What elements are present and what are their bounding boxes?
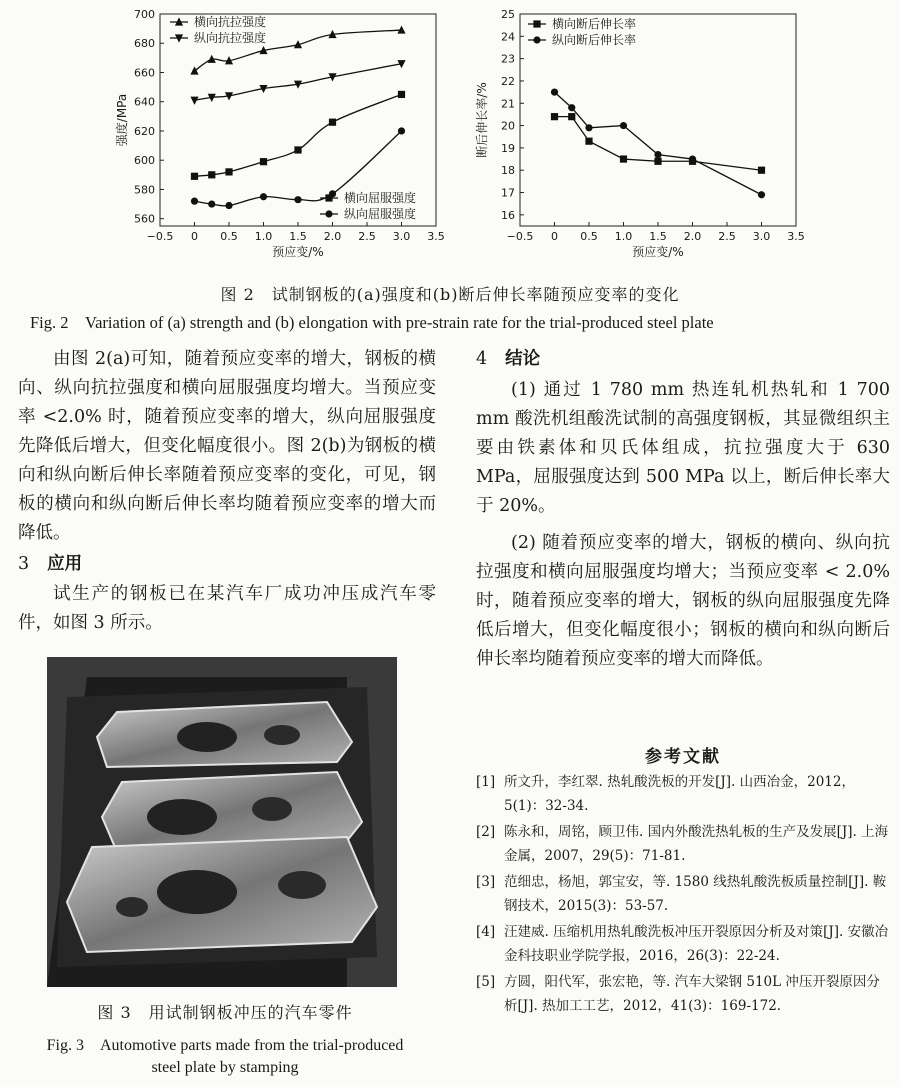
x-tick-label: 2.5	[358, 230, 376, 243]
section-3-number: 3	[18, 554, 30, 574]
section-4-heading	[476, 345, 890, 374]
conclusion-1: (1) 通过 1 780 mm 热连轧机热轧和 1 700 mm 酸洗机组酸洗试制的高强度钢板，其显微组织主要由铁素体和贝氏体组成，抗拉强度大于 630 MPa，屈服强度达到 500 MPa 以上，断后伸长率大于 20%。	[476, 380, 890, 516]
data-point	[758, 167, 765, 174]
x-tick-label: 0.5	[220, 230, 238, 243]
data-point	[294, 146, 301, 153]
conclusion-2: (2) 随着预应变率的增大，钢板的横向、纵向抗拉强度和横向屈服强度均增大；当预应变率 < 2.0% 时，随着预应变率的增大，钢板的纵向屈服强度先降低后增大，但变化幅度很小；钢板的横向和纵向断后伸长率均随着预应变率的增大而降低。	[476, 533, 890, 669]
y-tick-label: 580	[134, 183, 155, 197]
legend-entry	[170, 30, 266, 45]
section-3-heading	[18, 550, 436, 579]
x-tick-label: 2.0	[683, 230, 702, 243]
series	[190, 60, 405, 105]
legend-label: 纵向断后伸长率	[552, 33, 637, 47]
data-point	[533, 20, 540, 27]
reference-text: 范细忠，杨旭，郭宝安，等. 1580 线热轧酸洗板质量控制[J]. 鞍钢技术，2015(3)：53-57.	[504, 874, 887, 914]
data-point	[225, 202, 232, 209]
data-point	[325, 194, 332, 201]
data-point	[329, 119, 336, 126]
stamped-parts-photo	[47, 657, 397, 987]
legend-entry	[320, 206, 416, 221]
reference-index: [3]	[476, 874, 496, 890]
data-point	[551, 89, 558, 96]
figure2-caption-cn: 图 2 试制钢板的(a)强度和(b)断后伸长率随预应变率的变化	[220, 285, 680, 304]
y-tick-label: 620	[134, 124, 155, 138]
y-tick-label: 700	[134, 8, 155, 21]
data-point	[585, 138, 592, 145]
x-tick-label: 1.5	[289, 230, 307, 243]
references-heading: 参考文献	[645, 747, 721, 767]
x-tick-label: 0.5	[580, 230, 598, 243]
series	[551, 113, 765, 174]
data-point	[620, 122, 627, 129]
series-line	[195, 94, 402, 176]
data-point	[191, 173, 198, 180]
reference-text: 陈永和，周铭，顾卫伟. 国内外酸洗热轧板的生产及发展[J]. 上海金属，2007，29(5)：71-81.	[504, 824, 889, 864]
x-tick-label: 0	[191, 230, 198, 243]
y-tick-label: 21	[501, 97, 515, 111]
section-4-title: 结论	[505, 349, 541, 369]
x-tick-label: 3.0	[752, 230, 771, 243]
data-point	[568, 104, 575, 111]
data-point	[568, 113, 575, 120]
reference-item	[476, 970, 890, 1018]
data-point	[654, 158, 661, 165]
data-point	[585, 124, 592, 131]
y-tick-label: 17	[501, 186, 515, 200]
x-tick-label: 3.5	[787, 230, 805, 243]
data-point	[397, 25, 405, 33]
y-tick-label: 640	[134, 95, 155, 109]
data-point	[190, 66, 198, 74]
data-point	[551, 113, 558, 120]
y-tick-label: 660	[134, 66, 155, 80]
data-point	[260, 158, 267, 165]
x-tick-label: 2.0	[323, 230, 342, 243]
x-tick-label: −0.5	[146, 230, 174, 243]
x-axis-label: 预应变/%	[272, 245, 324, 259]
reference-item	[476, 820, 890, 868]
data-point	[398, 91, 405, 98]
data-point	[689, 155, 696, 162]
data-point	[208, 200, 215, 207]
y-tick-label: 19	[501, 141, 515, 155]
data-point	[191, 198, 198, 205]
y-axis-label: 强度/MPa	[115, 93, 129, 147]
x-tick-label: 1.0	[614, 230, 633, 243]
y-tick-label: 18	[501, 164, 515, 178]
reference-index: [4]	[476, 924, 496, 940]
x-tick-label: 1.5	[649, 230, 667, 243]
y-axis-label: 断后伸长率/%	[475, 82, 489, 158]
x-tick-label: 1.0	[254, 230, 273, 243]
y-tick-label: 23	[501, 52, 515, 66]
paragraph-application: 试生产的钢板已在某汽车厂成功冲压成汽车零件，如图 3 所示。	[18, 584, 436, 633]
data-point	[208, 171, 215, 178]
reference-item	[476, 770, 890, 818]
paragraph-fig2-discussion: 由图 2(a)可知，随着预应变率的增大，钢板的横向、纵向抗拉强度和横向屈服强度均增大。当预应变率 <2.0% 时，随着预应变率的增大，纵向屈服强度先降低后增大，但变化幅度很小。图 2(b)为钢板的横向和纵向断后伸长率随着预应变率的变化，可见，钢板的横向和纵向断后伸长率均随着预应变率的增大而降低。	[18, 349, 436, 543]
legend-entry	[528, 32, 636, 47]
reference-text: 所文升，李红翠. 热轧酸洗板的开发[J]. 山西冶金，2012，5(1)：32-34.	[504, 774, 855, 814]
figure3-caption-cn: 图 3 用试制钢板冲压的汽车零件	[97, 1003, 353, 1022]
y-tick-label: 680	[134, 37, 155, 51]
data-point	[533, 36, 540, 43]
data-point	[190, 97, 198, 105]
left-column	[18, 345, 436, 638]
reference-list	[476, 770, 890, 1020]
data-point	[620, 155, 627, 162]
legend-entry	[170, 14, 266, 29]
y-tick-label: 22	[501, 74, 515, 88]
data-point	[398, 127, 405, 134]
x-tick-label: 2.5	[718, 230, 736, 243]
reference-index: [2]	[476, 824, 496, 840]
legend-entry	[528, 16, 636, 31]
right-column	[476, 345, 890, 674]
strength-chart	[110, 4, 450, 266]
y-tick-label: 24	[501, 30, 515, 44]
x-tick-label: 3.5	[427, 230, 445, 243]
data-point	[325, 210, 332, 217]
y-tick-label: 560	[134, 212, 155, 226]
section-3-title: 应用	[47, 554, 83, 574]
series	[551, 89, 765, 199]
figure3-caption-en-line2: steel plate by stamping	[151, 1059, 299, 1076]
x-tick-label: 0	[551, 230, 558, 243]
figure2-caption-en: Fig. 2 Variation of (a) strength and (b) elongation with pre-strain rate for the trial-produced steel plate	[30, 313, 714, 332]
x-axis-label: 预应变/%	[632, 245, 684, 259]
data-point	[294, 196, 301, 203]
reference-index: [1]	[476, 774, 496, 790]
figure3-caption-en-line1: Fig. 3 Automotive parts made from the trial-produced	[46, 1037, 404, 1054]
legend-label: 纵向屈服强度	[344, 207, 417, 221]
y-tick-label: 20	[501, 119, 515, 133]
series	[191, 91, 405, 180]
section-4-number: 4	[476, 349, 488, 369]
reference-item	[476, 870, 890, 918]
data-point	[758, 191, 765, 198]
reference-index: [5]	[476, 974, 496, 990]
stamped-parts-image	[47, 657, 397, 987]
reference-text: 汪建威. 压缩机用热轧酸洗板冲压开裂原因分析及对策[J]. 安徽冶金科技职业学院学报，2016，26(3)：22-24.	[504, 924, 889, 964]
legend-label: 横向断后伸长率	[552, 17, 637, 31]
elongation-chart	[470, 4, 810, 266]
data-point	[225, 168, 232, 175]
x-tick-label: 3.0	[392, 230, 411, 243]
legend-label: 横向抗拉强度	[194, 15, 267, 29]
legend-label: 纵向抗拉强度	[194, 31, 267, 45]
data-point	[654, 151, 661, 158]
y-tick-label: 25	[501, 8, 515, 21]
reference-text: 方圆，阳代军，张宏艳，等. 汽车大梁钢 510L 冲压开裂原因分析[J]. 热加工工艺，2012，41(3)：169-172.	[504, 974, 880, 1014]
legend-label: 横向屈服强度	[344, 191, 417, 205]
x-tick-label: −0.5	[506, 230, 534, 243]
y-tick-label: 16	[501, 208, 515, 222]
y-tick-label: 600	[134, 154, 155, 168]
data-point	[260, 193, 267, 200]
reference-item	[476, 920, 890, 968]
